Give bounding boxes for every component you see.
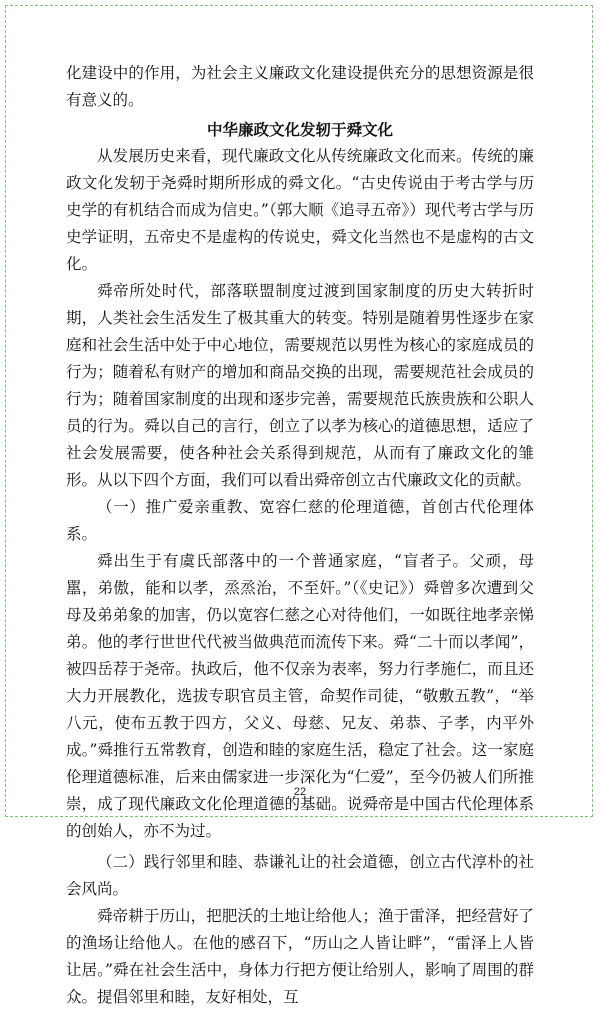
paragraph: 舜出生于有虞氏部落中的一个普通家庭，“盲者子。父顽，母嚚，弟傲，能和以孝，烝烝治，不至奸。”（《史记》）舜曾多次遭到父母及弟弟象的加害，仍以宽容仁慈之心对待他们，一如既往地孝亲悌弟。他的孝行世世代代被当做典范而流传下来。舜“二十而以孝闻”，被四岳荐于尧帝。执政后，他不仅亲为表率，努力行孝施仁，而且还大力开展教化，选拔专职官员主管，命契作司徒，“敬敷五教”，“举八元，使布五教于四方，父义、母慈、兄友、弟恭、子孝，内平外成。”舜推行五常教育，创造和睦的家庭生活，稳定了社会。这一家庭伦理道德标准，后来由儒家进一步深化为“仁爱”，至今仍被人们所推崇，成了现代廉政文化伦理道德的基础。说舜帝是中国古代伦理体系的创始人，亦不为过。 <box>66 552 534 840</box>
paragraph: 舜帝耕于历山，把肥沃的土地让给他人；渔于雷泽，把经营好了的渔场让给他人。在他的感召下，“历山之人皆让畔”，“雷泽上人皆让居。”舜在社会生活中，身体力行把方便让给别人，影响了周围的群众。提倡邻里和睦，友好相处，互 <box>66 907 534 1006</box>
paragraph: 舜帝所处时代，部落联盟制度过渡到国家制度的历史大转折时期，人类社会生活发生了极其重大的转变。特别是随着男性逐步在家庭和社会生活中处于中心地位，需要规范以男性为核心的家庭成员的行为；随着私有财产的增加和商品交换的出现，需要规范社会成员的行为；随着国家制度的出现和逐步完善，需要规范氏族贵族和公职人员的行为。舜以自己的言行，创立了以孝为核心的道德思想，适应了社会发展需要，使各种社会关系得到规范，从而有了廉政文化的雏形。从以下四个方面，我们可以看出舜帝创立古代廉政文化的贡献。 <box>66 282 534 489</box>
document-body <box>66 60 534 1011</box>
section-heading: 中华廉政文化发轫于舜文化 <box>206 120 393 139</box>
page-number: 22 <box>293 786 307 798</box>
subsection-heading-1: （一）推广爱亲重教、宽容仁慈的伦理道德，首创古代伦理体系。 <box>66 498 534 543</box>
subsection-heading-2: （二）践行邻里和睦、恭谦礼让的社会道德，创立古代淳朴的社会风尚。 <box>66 853 534 898</box>
paragraph: 从发展历史来看，现代廉政文化从传统廉政文化而来。传统的廉政文化发轫于尧舜时期所形成的舜文化。“古史传说由于考古学与历史学的有机结合而成为信史。”（郭大顺《追寻五帝》）现代考古学与历史学证明，五帝史不是虚构的传说史，舜文化当然也不是虚构的古文化。 <box>66 147 534 273</box>
paragraph-continuation: 化建设中的作用，为社会主义廉政文化建设提供充分的思想资源是很有意义的。 <box>66 64 534 109</box>
